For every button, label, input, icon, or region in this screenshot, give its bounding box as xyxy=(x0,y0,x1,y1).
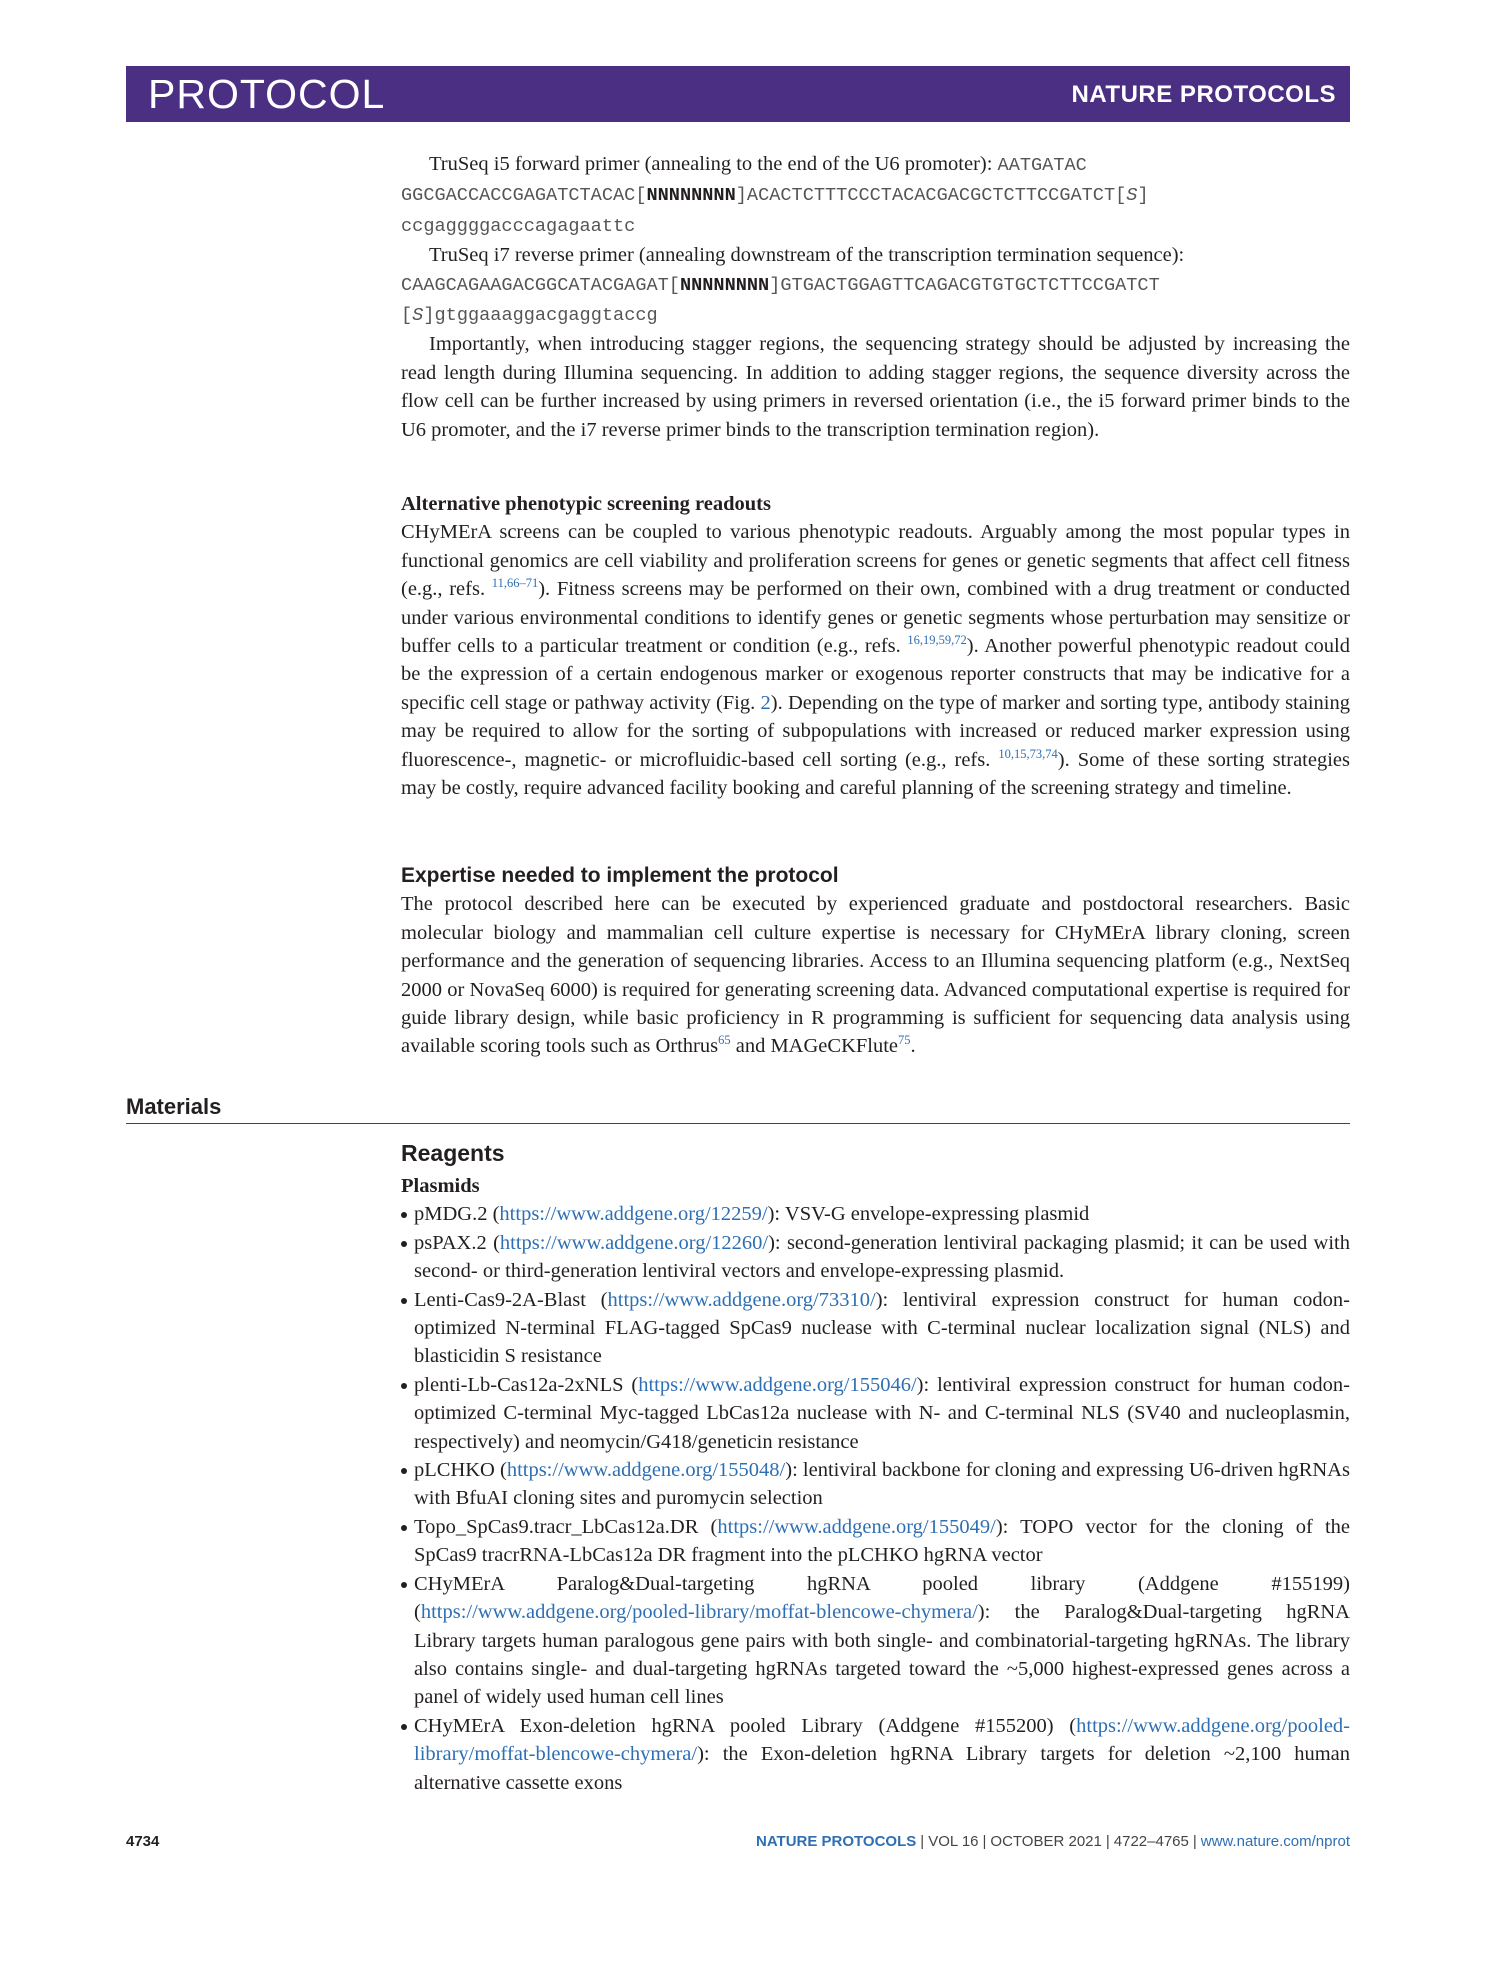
list-item: psPAX.2 (https://www.addgene.org/12260/): second-generation lentiviral packaging plasmid; it can be used with second- or third-generation lentiviral vectors and envelope-expressing plasmid. xyxy=(401,1229,1350,1286)
addgene-link[interactable]: https://www.addgene.org/pooled-library/moffat-blencowe-chymera/ xyxy=(414,1714,1350,1766)
plasmids-section xyxy=(401,1172,1350,1797)
readouts-heading: Alternative phenotypic screening readouts xyxy=(401,493,771,515)
addgene-link[interactable]: https://www.addgene.org/155049/ xyxy=(717,1515,996,1538)
footer-volume: VOL 16 xyxy=(928,1833,979,1850)
list-item: Lenti-Cas9-2A-Blast (https://www.addgene.org/73310/): lentiviral expression construct for human codon-optimized N-terminal FLAG-tagged SpCas9 nuclease with C-terminal nuclear localization signal (NLS) and blasticidin S resistance xyxy=(401,1286,1350,1371)
list-item: pLCHKO (https://www.addgene.org/155048/): lentiviral backbone for cloning and expressing U6-driven hgRNAs with BfuAI cloning sites and puromycin selection xyxy=(401,1456,1350,1513)
addgene-link[interactable]: https://www.addgene.org/pooled-library/moffat-blencowe-chymera/ xyxy=(420,1601,978,1624)
stagger-paragraph: Importantly, when introducing stagger regions, the sequencing strategy should be adjusted by increasing the read length during Illumina sequencing. In addition to adding stagger regions, the sequence diversity across the flow cell can be further increased by using primers in reversed orientation (i.e., the i5 forward primer binds to the U6 promoter, and the i7 reverse primer binds to the transcription termination region). xyxy=(401,333,1350,441)
list-item: CHyMErA Paralog&Dual-targeting hgRNA pooled library (Addgene #155199) (https://www.addgene.org/pooled-library/moffat-blencowe-chymera/): the Paralog&Dual-targeting hgRNA Library targets human paralogous gene pairs with both single- and combinatorial-targeting hgRNAs. The library also contains single- and dual-targeting hgRNAs targeted toward the ~5,000 highest-expressed genes across a panel of widely used human cell lines xyxy=(401,1570,1350,1712)
list-item: CHyMErA Exon-deletion hgRNA pooled Library (Addgene #155200) (https://www.addgene.org/pooled-library/moffat-blencowe-chymera/): the Exon-deletion hgRNA Library targets for deletion ~2,100 human alternative cassette exons xyxy=(401,1712,1350,1797)
expertise-section xyxy=(401,862,1350,1061)
footer-journal: NATURE PROTOCOLS xyxy=(755,1833,917,1850)
readouts-section xyxy=(401,490,1350,802)
i7-sequence[interactable]: CAAGCAGAAGACGGCATACGAGAT[NNNNNNNN]GTGACTGGAGTTCAGACGTGTGCTCTTCCGATCT [S]gtggaaaggacgaggtaccg xyxy=(401,274,1160,327)
journal-name: NATURE PROTOCOLS xyxy=(1071,81,1336,108)
section-label: PROTOCOL xyxy=(148,71,386,117)
addgene-link[interactable]: https://www.addgene.org/12260/ xyxy=(499,1231,769,1254)
plasmids-heading: Plasmids xyxy=(401,1175,480,1197)
addgene-link[interactable]: https://www.addgene.org/12259/ xyxy=(499,1203,768,1226)
footer-pages: 4722–4765 xyxy=(1113,1833,1189,1850)
reagents-heading: Reagents xyxy=(401,1140,505,1166)
ref-link[interactable]: 65 xyxy=(718,1033,731,1048)
ref-link[interactable]: 75 xyxy=(898,1033,911,1048)
addgene-link[interactable]: https://www.addgene.org/155048/ xyxy=(506,1459,786,1482)
i7-primer xyxy=(401,241,1350,330)
i7-label: TruSeq i7 reverse primer (annealing downstream of the transcription termination sequence): xyxy=(429,244,1185,267)
plasmid-list xyxy=(401,1200,1350,1797)
ref-link[interactable]: 10,15,73,74 xyxy=(998,746,1058,761)
readouts-paragraph: CHyMErA screens can be coupled to various phenotypic readouts. Arguably among the most popular types in functional genomics are cell viability and proliferation screens for genes or genetic segments that affect cell fitness (e.g., refs. $^{11,66-71}$). Fitness screens may be performed on their own, combined with a drug treatment or conducted under various environmental conditions to identify genes or genetic segments whose perturbation may sensitize or buffer cells to a particular treatment or condition (e.g., refs. $^{16,19,59,72}$). Another powerful phenotypic readout could be the expression of a certain endogenous marker or exogenous reporter constructs that may be indicative for a specific cell stage or pathway activity (Fig. 2). Depending on the type of marker and sorting type, antibody staining may be required to allow for the sorting of subpopulations with increased or reduced marker expression using fluorescence-, magnetic- or microfluidic-based cell sorting (e.g., refs. $^{10,15,73,74}$). Some of these sorting strategies may be costly, require advanced facility booking and careful planning of the screening strategy and timeline. xyxy=(401,521,1351,800)
list-item: pMDG.2 (https://www.addgene.org/12259/): VSV-G envelope-expressing plasmid xyxy=(401,1200,1350,1228)
list-item: plenti-Lb-Cas12a-2xNLS (https://www.addgene.org/155046/): lentiviral expression construct for human codon-optimized C-terminal Myc-tagged LbCas12a nuclease with N- and C-terminal NLS (SV40 and nucleoplasmin, respectively) and neomycin/G418/geneticin resistance xyxy=(401,1371,1350,1456)
header-bar xyxy=(126,66,1350,122)
primer-block xyxy=(401,150,1350,444)
list-item: Topo_SpCas9.tracr_LbCas12a.DR (https://www.addgene.org/155049/): TOPO vector for the cloning of the SpCas9 tracrRNA-LbCas12a DR fragment into the pLCHKO hgRNA vector xyxy=(401,1513,1350,1570)
footer-citation: NATURE PROTOCOLS | VOL 16 | OCTOBER 2021 | 4722–4765 | www.nature.com/nprot xyxy=(755,1833,1350,1850)
addgene-link[interactable]: https://www.addgene.org/73310/ xyxy=(607,1288,876,1311)
footer-issue: OCTOBER 2021 xyxy=(990,1833,1102,1850)
addgene-link[interactable]: https://www.addgene.org/155046/ xyxy=(638,1373,917,1396)
materials-divider xyxy=(126,1123,1350,1124)
figure-link[interactable]: 2 xyxy=(760,691,771,714)
journal-url-link[interactable]: www.nature.com/nprot xyxy=(1200,1833,1350,1850)
expertise-paragraph: The protocol described here can be executed by experienced graduate and postdoctoral researchers. Basic molecular biology and mammalian cell culture expertise is necessary for CHyMErA library cloning, screen performance and the generation of sequencing libraries. Access to an Illumina sequencing platform (e.g., NextSeq 2000 or NovaSeq 6000) is required for generating screening data. Advanced computational expertise is required for guide library design, while basic proficiency in R programming is sufficient for sequencing data analysis using available scoring tools such as Orthrus$^{65}$ and MAGeCKFlute$^{75}$. xyxy=(401,893,1350,1058)
ref-link[interactable]: 11,66–71 xyxy=(491,576,539,591)
page-number: 4734 xyxy=(126,1833,160,1850)
i5-sequence[interactable]: AATGATAC GGCGACCACCGAGATCTACAC[NNNNNNNN]ACACTCTTTCCCTACACGACGCTCTTCCGATCT[S] ccgaggggacccagagaattc xyxy=(401,155,1149,237)
materials-heading: Materials xyxy=(126,1094,222,1119)
ref-link[interactable]: 16,19,59,72 xyxy=(907,633,967,648)
i5-label: TruSeq i5 forward primer (annealing to the end of the U6 promoter): xyxy=(429,153,993,175)
expertise-heading: Expertise needed to implement the protocol xyxy=(401,864,839,887)
i5-primer xyxy=(401,150,1350,241)
